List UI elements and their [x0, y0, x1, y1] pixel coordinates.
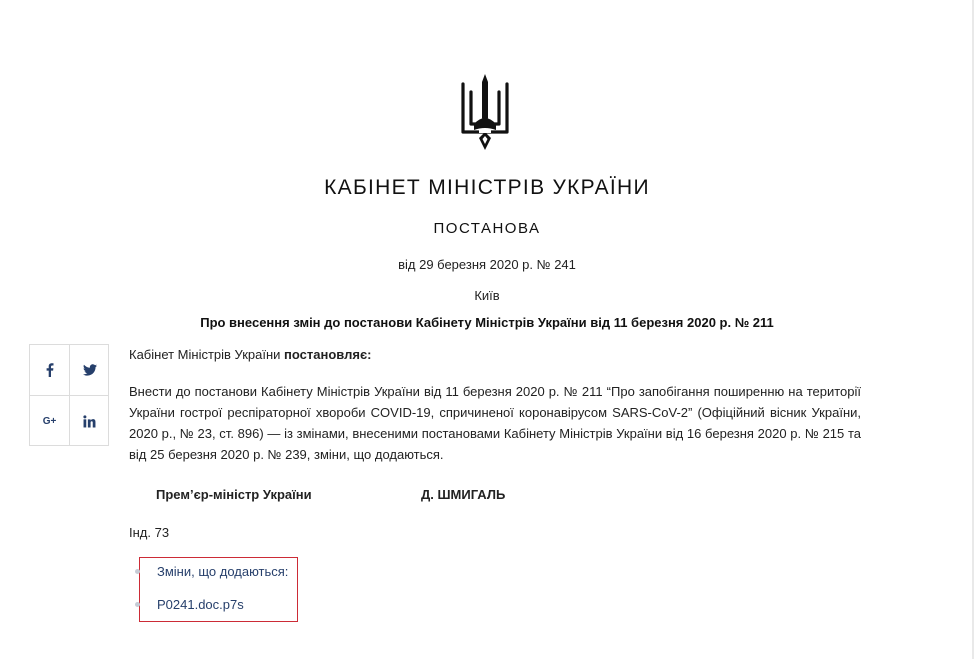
document-date: від 29 березня 2020 р. № 241 [398, 257, 576, 272]
org-title: КАБІНЕТ МІНІСТРІВ УКРАЇНИ [324, 176, 650, 199]
bullet-icon [135, 602, 140, 607]
lead-verb: постановляє: [284, 347, 372, 362]
trident-emblem-icon [460, 72, 510, 152]
share-googleplus-button[interactable] [30, 396, 69, 446]
document-index: Інд. 73 [129, 525, 170, 540]
share-buttons [29, 344, 109, 446]
share-twitter-button[interactable] [70, 345, 109, 395]
document-city: Київ [474, 288, 500, 303]
facebook-icon [46, 363, 54, 377]
share-facebook-button[interactable] [30, 345, 69, 395]
signatory-role: Прем’єр-міністр України [156, 487, 312, 502]
attachment-link-signature-file[interactable]: P0241.doc.p7s [157, 597, 244, 612]
lead-text: Кабінет Міністрів України [129, 347, 285, 362]
document-type: ПОСТАНОВА [433, 220, 541, 237]
bullet-icon [135, 569, 140, 574]
attachment-link-changes[interactable]: Зміни, що додаються: [157, 564, 289, 579]
share-linkedin-button[interactable] [70, 396, 109, 446]
linkedin-icon [83, 415, 96, 428]
googleplus-icon: G+ [42, 415, 57, 427]
resolution-body: Внести до постанови Кабінету Міністрів України від 11 березня 2020 р. № 211 “Про запобігання поширенню на території України гострої респіраторної хвороби COVID-19, спричиненої коронавірусом SARS-CoV-2” (Офіційний вісник України, 2020 р., № 23, ст. 896) — із змінами, внесеними постановами Кабінету Міністрів України від 16 березня 2020 р. № 215 та від 25 березня 2020 р. № 239, зміни, що додаються. [129, 384, 861, 462]
resolution-lead [129, 344, 861, 365]
attachments-list [139, 557, 298, 622]
document-heading: Про внесення змін до постанови Кабінету Міністрів України від 11 березня 2020 р. № 211 [200, 315, 774, 330]
signatory-name: Д. ШМИГАЛЬ [421, 487, 506, 502]
twitter-icon [83, 364, 97, 376]
